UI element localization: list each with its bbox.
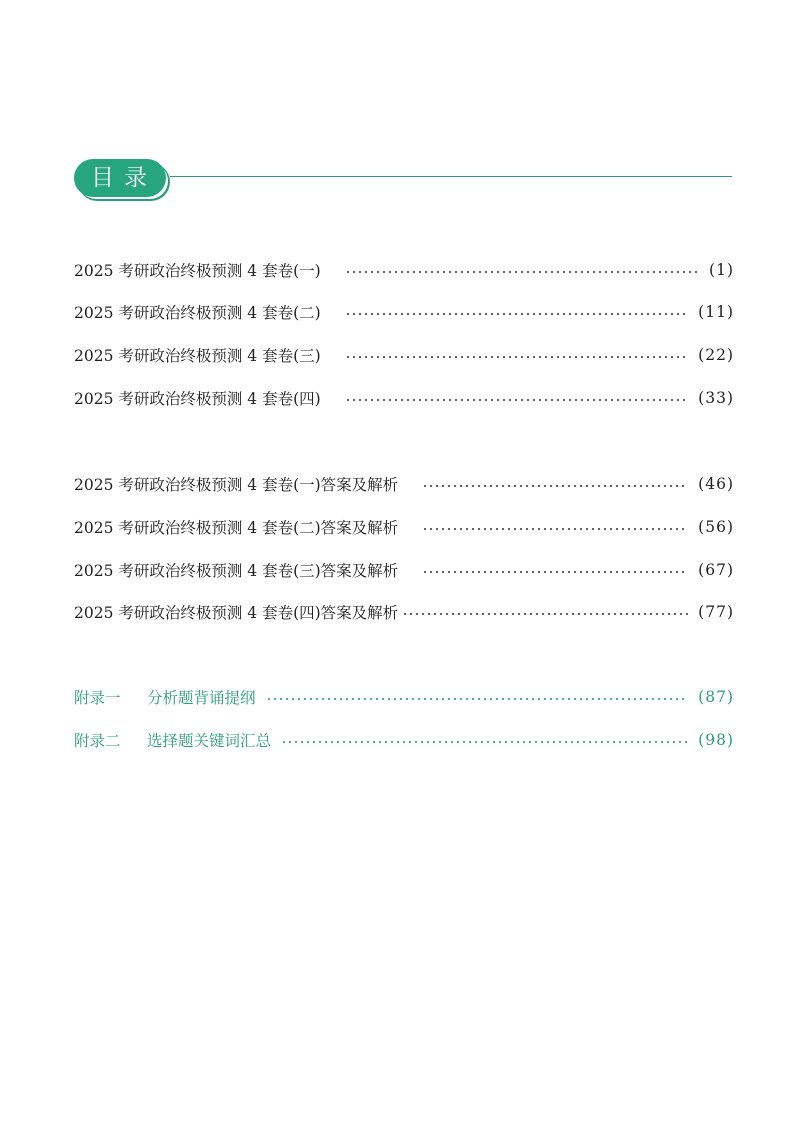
toc-entry-answers-2[interactable] [74,513,734,541]
dot-leader [345,271,699,273]
entry-page-number: (46) [698,475,734,493]
entry-title: 2025 考研政治终极预测 4 套卷(二)答案及解析 [74,519,399,537]
entry-title: 2025 考研政治终极预测 4 套卷(一) [74,262,321,280]
entry-title: 2025 考研政治终极预测 4 套卷(三) [74,347,321,365]
dot-leader [422,485,688,487]
dot-leader [345,356,688,358]
dot-leader [345,313,688,315]
entry-page-number: (67) [698,561,734,579]
dot-leader [402,613,688,615]
dot-leader [266,698,689,700]
heading-title: 目录 [91,165,157,191]
entry-title: 2025 考研政治终极预测 4 套卷(一)答案及解析 [74,476,399,494]
toc-entry-paper-2[interactable] [74,298,734,326]
entry-page-number: (1) [709,261,734,279]
entry-title: 2025 考研政治终极预测 4 套卷(四) [74,390,321,408]
entry-title: 2025 考研政治终极预测 4 套卷(二) [74,304,321,322]
appendix-label: 附录二 [74,732,121,750]
toc-list [74,0,734,1131]
toc-entry-answers-4[interactable] [74,598,734,626]
dot-leader [422,528,688,530]
appendix-label: 附录一 [74,689,121,707]
toc-entry-answers-1[interactable] [74,470,734,498]
appendix-title: 分析题背诵提纲 [147,689,256,707]
toc-entry-paper-1[interactable] [74,256,734,284]
dot-leader [422,571,688,573]
entry-title: 2025 考研政治终极预测 4 套卷(四)答案及解析 [74,604,399,622]
toc-entry-paper-4[interactable] [74,384,734,412]
entry-page-number: (22) [698,346,734,364]
dot-leader [345,399,688,401]
entry-page-number: (11) [698,303,734,321]
toc-entry-appendix-2[interactable] [74,726,734,754]
entry-page-number: (33) [698,389,734,407]
toc-entry-answers-3[interactable] [74,556,734,584]
dot-leader [281,741,688,743]
entry-page-number: (77) [698,603,734,621]
appendix-heading [74,686,256,708]
toc-entry-appendix-1[interactable] [74,683,734,711]
toc-entry-paper-3[interactable] [74,341,734,369]
appendix-heading [74,729,271,751]
entry-page-number: (56) [698,518,734,536]
entry-title: 2025 考研政治终极预测 4 套卷(三)答案及解析 [74,562,399,580]
entry-page-number: (98) [698,731,734,749]
appendix-title: 选择题关键词汇总 [147,732,272,750]
entry-page-number: (87) [698,688,734,706]
